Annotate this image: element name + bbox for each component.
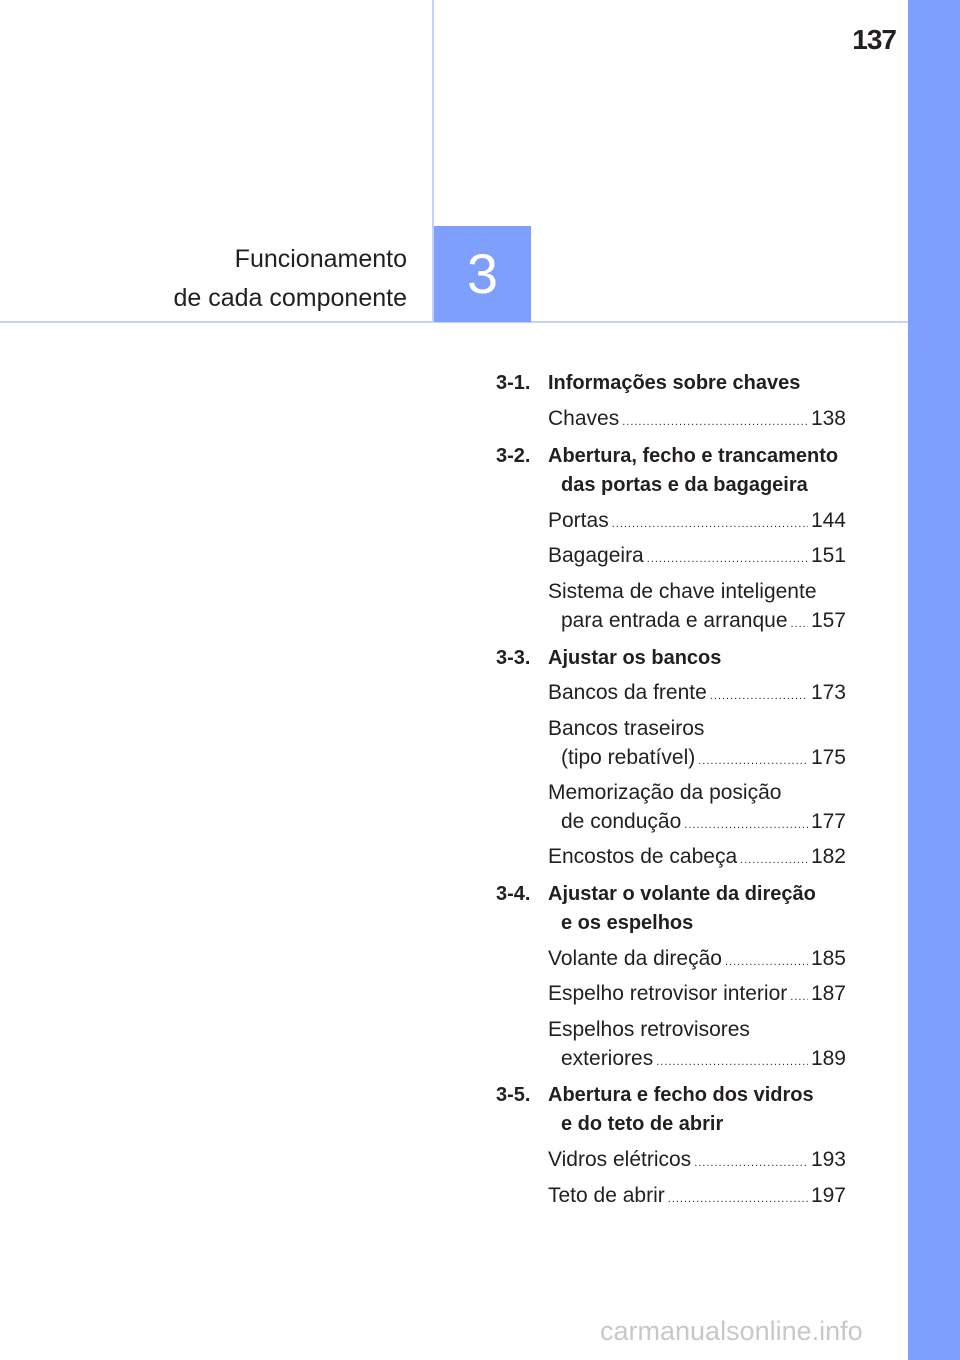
- section-number: 3-4.: [496, 883, 531, 905]
- entry-page: 144: [810, 509, 846, 532]
- entry-page: 185: [810, 947, 846, 970]
- entry-page: 193: [810, 1148, 846, 1171]
- toc-entry[interactable]: [548, 1181, 846, 1214]
- section-title: Ajustar o volante da direção e os espelhos: [548, 883, 816, 934]
- chapter-title: [7, 240, 407, 318]
- toc-entry[interactable]: [548, 778, 846, 840]
- toc-entry[interactable]: [548, 944, 846, 977]
- dot-leader: [684, 811, 808, 840]
- entry-page: 173: [810, 681, 846, 704]
- entry-page: 151: [810, 544, 846, 567]
- entry-label-line1: Sistema de chave inteligente: [548, 580, 817, 603]
- toc-entry[interactable]: [548, 541, 846, 574]
- chapter-number-box: 3: [434, 226, 531, 322]
- entry-label-line1: Espelhos retrovisores: [548, 1018, 750, 1041]
- dot-leader: [612, 510, 808, 539]
- dot-leader: [668, 1185, 808, 1214]
- entry-label: Espelho retrovisor interior: [548, 982, 788, 1005]
- toc-entry[interactable]: [548, 714, 846, 776]
- chapter-title-line2: de cada componente: [173, 284, 407, 312]
- section-title: Abertura e fecho dos vidros e do teto de abrir: [548, 1084, 814, 1135]
- toc-entry[interactable]: [548, 1145, 846, 1178]
- entry-label: Portas: [548, 509, 609, 532]
- toc-entry[interactable]: [548, 506, 846, 539]
- entry-label: Volante da direção: [548, 947, 722, 970]
- toc-entry[interactable]: [548, 404, 846, 437]
- section-title: Ajustar os bancos: [548, 647, 722, 669]
- entry-page: 187: [810, 982, 846, 1005]
- toc-entry[interactable]: [548, 678, 846, 711]
- dot-leader: [725, 948, 808, 977]
- dot-leader: [622, 408, 808, 437]
- watermark: carmanualsonline.info: [600, 1316, 863, 1346]
- entry-page: 177: [810, 810, 846, 833]
- entry-page: 197: [810, 1184, 846, 1207]
- entry-label: (tipo rebatível): [561, 746, 696, 769]
- entry-label: Chaves: [548, 407, 620, 430]
- entry-page: 175: [810, 746, 846, 769]
- chapter-title-line1: Funcionamento: [234, 245, 407, 273]
- entry-label: exteriores: [561, 1047, 654, 1070]
- dot-leader: [694, 1149, 808, 1178]
- entry-page: 157: [810, 609, 846, 632]
- dot-leader: [656, 1048, 808, 1077]
- entry-label: Vidros elétricos: [548, 1148, 692, 1171]
- chapter-side-tab: [908, 0, 960, 1360]
- section-title: Informações sobre chaves: [548, 372, 801, 394]
- section-number: 3-3.: [496, 647, 531, 669]
- dot-leader: [710, 682, 808, 711]
- page-number: 137: [852, 24, 896, 55]
- entry-page: 182: [810, 845, 846, 868]
- entry-label: Teto de abrir: [548, 1184, 665, 1207]
- entry-label: Encostos de cabeça: [548, 845, 738, 868]
- toc-entry[interactable]: [548, 842, 846, 875]
- toc-entry[interactable]: [548, 1015, 846, 1077]
- section-title: Abertura, fecho e trancamento das portas e da bagageira: [548, 445, 839, 496]
- entry-page: 189: [810, 1047, 846, 1070]
- section-number: 3-2.: [496, 445, 531, 467]
- dot-leader: [791, 610, 808, 639]
- entry-label-line1: Bancos traseiros: [548, 717, 705, 740]
- entry-page: 138: [810, 407, 846, 430]
- section-number: 3-5.: [496, 1084, 531, 1106]
- section-number: 3-1.: [496, 372, 531, 394]
- entry-label-line1: Memorização da posição: [548, 781, 782, 804]
- entry-label: Bancos da frente: [548, 681, 707, 704]
- dot-leader: [647, 545, 808, 574]
- dot-leader: [740, 846, 808, 875]
- dot-leader: [790, 983, 808, 1012]
- entry-label: de condução: [561, 810, 682, 833]
- entry-label: Bagageira: [548, 544, 644, 567]
- entry-label: para entrada e arranque: [561, 609, 788, 632]
- toc-entry[interactable]: [548, 577, 846, 639]
- toc-entry[interactable]: [548, 979, 846, 1012]
- dot-leader: [698, 747, 808, 776]
